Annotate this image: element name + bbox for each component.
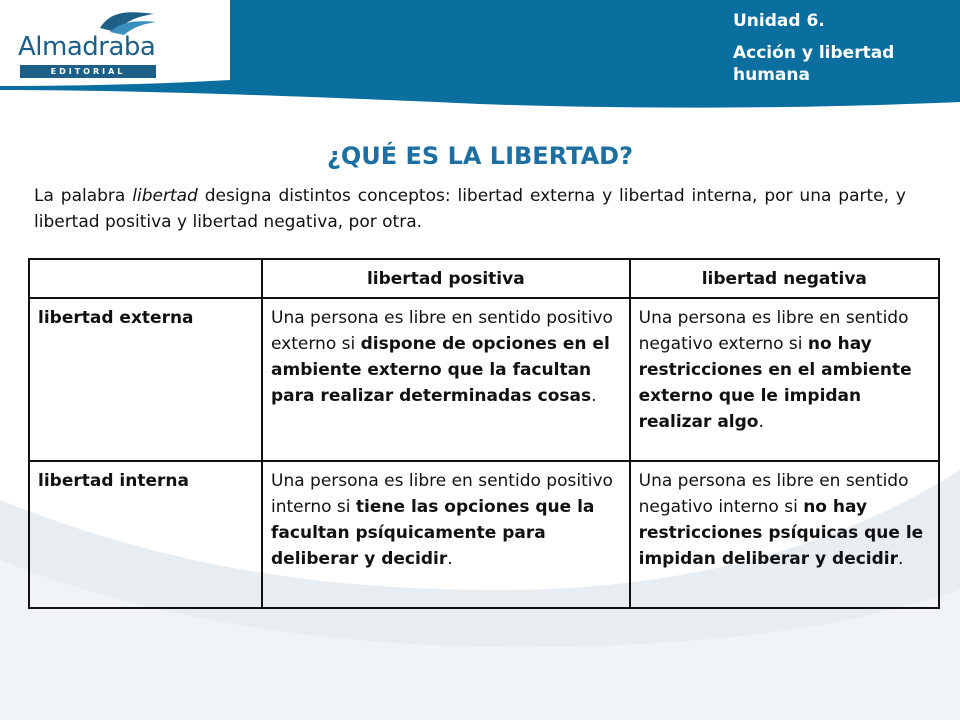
table-header-row [29, 259, 939, 298]
table-header-positiva: libertad positiva [262, 259, 630, 298]
cell-end-text: . [591, 386, 597, 406]
cell-end-text: . [447, 549, 453, 569]
cell-bold-text: dispone de opciones en el ambiente externo que la facultan para realizar determinadas cosas [271, 334, 610, 406]
liberty-table [28, 258, 940, 609]
cell-interna-negativa [630, 461, 939, 608]
unit-title: Acción y libertad humana [733, 43, 895, 85]
intro-text-start: La palabra [34, 186, 133, 206]
cell-plain-text: Una persona es libre en sentido negativo externo si [638, 308, 909, 354]
cell-plain-text: Una persona es libre en sentido positivo interno si [271, 471, 613, 517]
logo-subtitle: EDITORIAL [20, 65, 156, 78]
cell-externa-negativa [630, 298, 939, 461]
unit-heading [733, 10, 933, 86]
table-header-negativa: libertad negativa [630, 259, 939, 298]
logo-name: Almadraba [18, 32, 156, 62]
intro-paragraph [34, 183, 906, 235]
cell-plain-text: Una persona es libre en sentido positivo externo si [271, 308, 613, 354]
table-row [29, 298, 939, 461]
intro-text-end: designa distintos conceptos: libertad externa y libertad interna, por una parte, y libertad positiva y libertad negativa, por otra. [34, 186, 906, 232]
cell-interna-positiva [262, 461, 630, 608]
cell-end-text: . [898, 549, 904, 569]
cell-end-text: . [758, 412, 764, 432]
page-title: ¿QUÉ ES LA LIBERTAD? [326, 142, 634, 170]
cell-externa-positiva [262, 298, 630, 461]
almadraba-logo [18, 8, 158, 76]
row-label-interna: libertad interna [29, 461, 262, 608]
cell-bold-text: no hay restricciones en el ambiente externo que le impidan realizar algo [638, 334, 912, 432]
intro-text-italic: libertad [132, 186, 198, 206]
row-label-externa: libertad externa [29, 298, 262, 461]
cell-bold-text: no hay restricciones psíquicas que le impidan deliberar y decidir [638, 497, 924, 569]
unit-label: Unidad 6. [733, 11, 825, 31]
cell-bold-text: tiene las opciones que la facultan psíquicamente para deliberar y decidir [271, 497, 595, 569]
table-row [29, 461, 939, 608]
table-header-empty [29, 259, 262, 298]
cell-plain-text: Una persona es libre en sentido negativo interno si [638, 471, 909, 517]
